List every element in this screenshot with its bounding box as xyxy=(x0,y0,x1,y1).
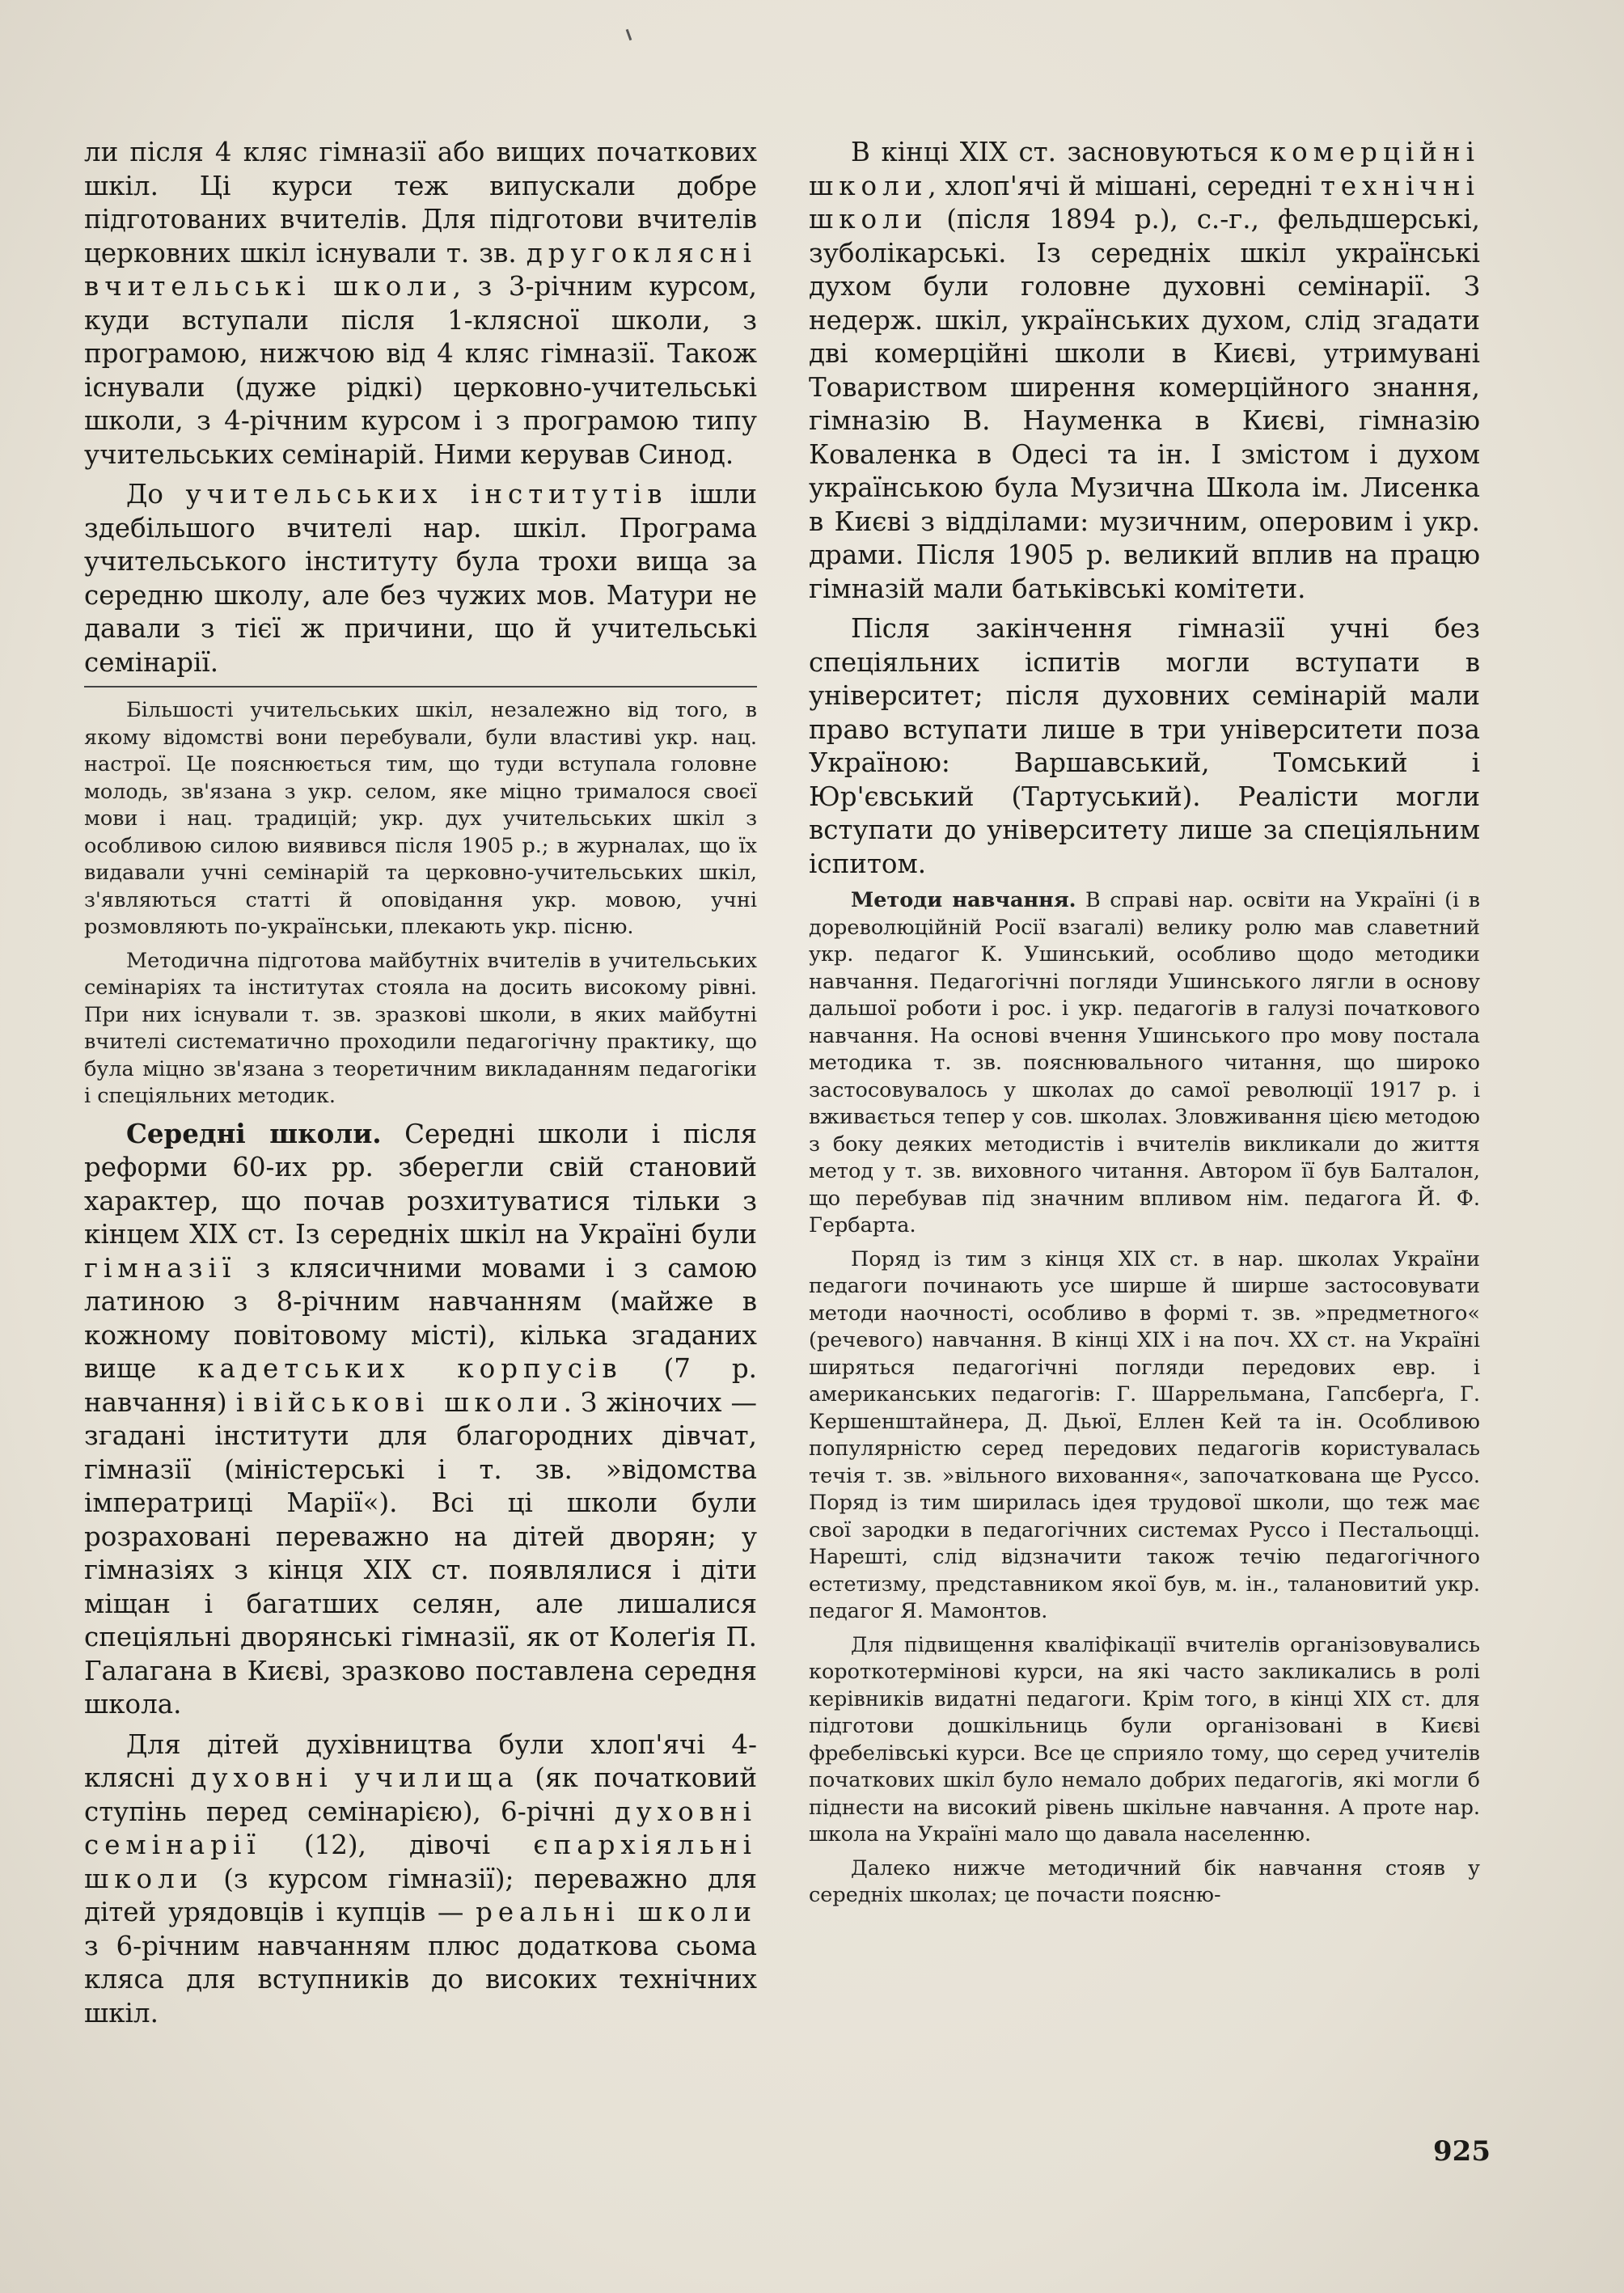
small-paragraph: Далеко нижче методичний бік навчання стояв у середніх школах; це почасти поясню- xyxy=(809,1855,1480,1907)
section-heading: Середні школи. xyxy=(126,1117,382,1149)
text: . З жіночих — згадані інститути для благородних дівчат, гімназії (міністерські і т. зв. »відомства імператриці Марії«). Всі ці школи були розраховані переважно на дітей дворян; у гімназіях з кінця XIX ст. появлялися і діти міщан і багатших селян, але лишалися спеціяльні дворянські гімназії, як от Колеґія П. Галагана в Києві, зразково поставлена середня школа. xyxy=(84,1386,757,1720)
text: з 6-річним навчанням плюс додаткова сьома кляса для вступників до високих технічних шкіл. xyxy=(84,1930,757,2029)
spaced-term: другоклясні вчительські школи xyxy=(84,237,757,302)
spaced-term: військові школи xyxy=(253,1386,564,1418)
paragraph xyxy=(84,1728,757,2031)
small-paragraph: Методична підготова майбутніх вчителів в учительських семінаріях та інститутах стояла на досить високому рівні. При них існували т. зв. зразкові школи, в яких майбутні вчителі систематично проходили педагогічну практику, що була міцно зв'язана з теоретичним викладанням педагогіки і спеціяльних методик. xyxy=(84,948,757,1108)
text: В кінці XIX ст. засновуються xyxy=(851,137,1270,167)
text: До xyxy=(126,479,186,510)
text: (після 1894 р.), с.-г., фельдшерські, зуболікарські. Із середніх шкіл українські духом були головне духовні семінарії. З недерж. шкіл, українських духом, слід згадати дві комерційні школи в Києві, утримувані Товариством ширення комерційного знання, гімназію В. Науменка в Києві, гімназію Коваленка в Одесі та ін. І змістом і духом українською була Музична Школа ім. Лисенка в Києві з відділами: музичним, оперовим і укр. драми. Після 1905 р. великий вплив на працю гімназій мали батьківські комітети. xyxy=(809,204,1480,604)
paragraph: Після закінчення гімназії учні без спеціяльних іспитів могли вступати в університет; після духовних семінарій мали право вступати лише в три університети поза Україною: Варшавський, Томський і Юр'євський (Тартуський). Реалісти могли вступати до університету лише за спеціяльним іспитом. xyxy=(809,613,1480,879)
small-paragraph xyxy=(809,887,1480,1240)
text: ішли здебільшого вчителі нар. шкіл. Програма учительського інституту була трохи вища за середню школу, але без чужих мов. Матури не давали з тієї ж причини, що й учительські семінарії. xyxy=(84,479,757,678)
scan-mark xyxy=(626,29,632,40)
text: Для дітей духівництва були хлоп'ячі 4-клясні xyxy=(84,1728,757,1793)
text: В справі нар. освіти на Україні (і в дореволюційній Росії взагалі) велику ролю мав славетний укр. педагог К. Ушинський, особливо щодо методики навчання. Педагогічні погляди Ушинського лягли в основу дальшої роботи і рос. і укр. педагогів в галузі початкового навчання. На основі вчення Ушинського про мову постала методика т. зв. пояснювального читання, що широко застосовувалось у школах до самої революції 1917 р. і вживається тепер у сов. школах. Зловживання цією методою з боку деяких методистів і вчителів викликали до життя метод у т. зв. виховного читання. Автором її був Балталон, що перебував під значним впливом нім. педагога Й. Ф. Гербарта. xyxy=(809,888,1481,1237)
divider xyxy=(84,686,757,687)
spaced-term: реальні школи xyxy=(476,1897,757,1927)
text: з клясичними мовами і з самою латиною з 8-річним навчанням (майже в кожному повітовому місті), кілька згаданих вище xyxy=(84,1252,757,1384)
text: (як початковий ступінь перед семінарією), 6-річні xyxy=(84,1762,757,1827)
paragraph xyxy=(84,478,757,679)
spaced-term: комерційні школи xyxy=(809,137,1480,201)
text: , з 3-річним курсом, куди вступали після 1-клясної школи, з програмою, нижчою від 4 кляс гімназії. Також існували (дуже рідкі) церковно-учительські школи, з 4-річним курсом і з програмою типу учительських семінарій. Ними керував Синод. xyxy=(84,271,757,470)
text: (7 р. навчання) і xyxy=(84,1353,757,1418)
section-heading: Методи навчання. xyxy=(851,888,1076,912)
spaced-term: духовні училища xyxy=(190,1762,519,1793)
text: , хлоп'ячі й мішані, середні xyxy=(928,170,1321,201)
small-paragraph: Для підвищення кваліфікації вчителів організовувались короткотермінові курси, на які часто закликались в ролі керівників видатні педагоги. Крім того, в кінці XIX ст. для підготови дошкільниць були організовані в Києві фребелівські курси. Все це сприяло тому, що серед учителів початкових шкіл було немало добрих педагогів, які могли б піднести на високий рівень шкільне навчання. А проте нар. школа на Україні мало що давала населенню. xyxy=(809,1632,1480,1847)
right-column xyxy=(809,136,1480,1916)
left-column xyxy=(84,136,757,2037)
paragraph xyxy=(809,136,1480,606)
text: (12), дівочі xyxy=(260,1830,534,1860)
spaced-term: учительських інститутів xyxy=(185,479,668,510)
paragraph xyxy=(84,1117,757,1722)
spaced-term: гімназії xyxy=(84,1252,237,1284)
spaced-term: кадетських корпусів xyxy=(197,1353,623,1384)
spaced-term: єпархіяльні школи xyxy=(84,1830,757,1894)
small-paragraph: Поряд із тим з кінця XIX ст. в нар. школах України педагоги починають усе ширше й ширше застосовувати методи наочності, особливо в формі т. зв. »предметного« (речевого) навчання. В кінці XIX і на поч. XX ст. на Україні ширяться педагогічні погляди передових евр. і американських педагогів: Г. Шаррельмана, Гапсберґа, Г. Кершенштайнера, Д. Дьюї, Еллен Кей та ін. Особливою популярністю серед передових педагогів користувалась течія т. зв. »вільного виховання«, започаткована ще Руссо. Поряд із тим ширилась ідея трудової школи, що теж має свої зародки в педагогічних системах Руссо і Пестальоцці. Нарешті, слід відзначити також течію педагогічного естетизму, представником якої був, м. ін., талановитий укр. педагог Я. Мамонтов. xyxy=(809,1246,1480,1623)
text: ли після 4 кляс гімназії або вищих початкових шкіл. Ці курси теж випускали добре підготованих вчителів. Для підготови вчителів церковних шкіл існували т. зв. xyxy=(84,137,757,269)
spaced-term: технічні школи xyxy=(809,170,1480,235)
spaced-term: духовні семінарії xyxy=(84,1796,757,1860)
small-paragraph: Більшості учительських шкіл, незалежно від того, в якому відомстві вони перебували, були властиві укр. нац. настрої. Це пояснюється тим, що туди вступала головне молодь, зв'язана з укр. селом, яке міцно трималося своєї мови і нац. традицій; укр. дух учительських шкіл з особливою силою виявився після 1905 р.; в журналах, що їх видавали учні семінарій та церковно-учительських шкіл, з'являються статті й оповідання укр. мовою, учні розмовляють по-українськи, плекають укр. пісню. xyxy=(84,698,757,939)
page-number: 925 xyxy=(1433,2135,1491,2168)
paragraph xyxy=(84,136,757,472)
text: (з курсом гімназії); переважно для дітей урядовців і купців — xyxy=(84,1863,757,1927)
text: Середні школи і після реформи 60-их рр. зберегли свій становий характер, що почав розхитуватися тільки з кінцем XIX ст. Із середніх шкіл на Україні були xyxy=(84,1118,758,1250)
